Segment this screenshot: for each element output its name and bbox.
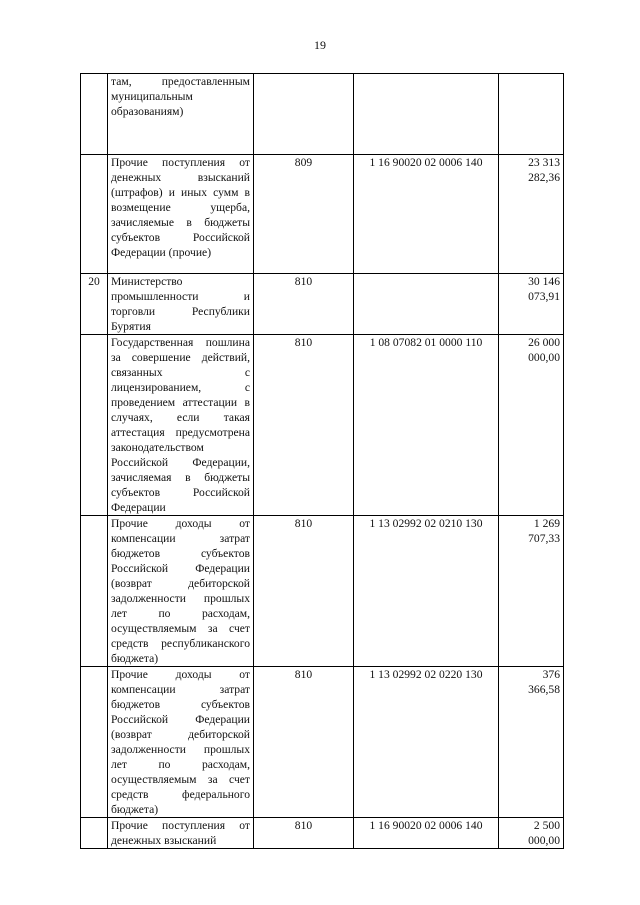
row-number [81,74,108,155]
table-row [81,74,564,155]
table-row [81,667,564,818]
row-number [81,818,108,849]
amount: 2 500 000,00 [499,818,564,849]
budget-classification-code: 1 13 02992 02 0220 130 [354,667,499,818]
row-number [81,335,108,516]
budget-classification-code [354,74,499,155]
page-number: 19 [314,38,326,52]
table-row [81,516,564,667]
revenue-name: Прочие поступления от денежных взысканий (штрафов) и иных сумм в возмещение ущерба, зачисляемые в бюджеты субъектов Российской Федерации (прочие) [108,155,254,274]
admin-code: 810 [254,335,354,516]
revenue-name: Государственная пошлина за совершение действий, связанных с лицензированием, с проведением аттестации в случаях, если такая аттестация предусмотрена законодательством Российской Федерации, зачисляемая в бюджеты субъектов Российской Федерации [108,335,254,516]
revenue-name: Прочие поступления от денежных взысканий [108,818,254,849]
table-row [81,335,564,516]
admin-code: 810 [254,274,354,335]
budget-classification-code: 1 08 07082 01 0000 110 [354,335,499,516]
admin-code [254,74,354,155]
budget-classification-code [354,274,499,335]
row-number [81,667,108,818]
amount: 23 313 282,36 [499,155,564,274]
table-row [81,818,564,849]
amount: 30 146 073,91 [499,274,564,335]
budget-classification-code: 1 13 02992 02 0210 130 [354,516,499,667]
amount: 376 366,58 [499,667,564,818]
amount: 1 269 707,33 [499,516,564,667]
row-number [81,155,108,274]
revenue-name: Министерство промышленности и торговли Республики Бурятия [108,274,254,335]
row-number [81,516,108,667]
admin-code: 810 [254,667,354,818]
row-number: 20 [81,274,108,335]
amount [499,74,564,155]
amount: 26 000 000,00 [499,335,564,516]
revenue-name: Прочие доходы от компенсации затрат бюджетов субъектов Российской Федерации (возврат дебиторской задолженности прошлых лет по расходам, осуществляемым за счет средств федерального бюджета) [108,667,254,818]
admin-code: 809 [254,155,354,274]
admin-code: 810 [254,818,354,849]
admin-code: 810 [254,516,354,667]
budget-classification-code: 1 16 90020 02 0006 140 [354,818,499,849]
revenue-name: там, предоставленным муниципальным образованиям) [108,74,254,155]
budget-classification-code: 1 16 90020 02 0006 140 [354,155,499,274]
table-row [81,274,564,335]
table-row [81,155,564,274]
revenue-name: Прочие доходы от компенсации затрат бюджетов субъектов Российской Федерации (возврат дебиторской задолженности прошлых лет по расходам, осуществляемым за счет средств республиканского бюджета) [108,516,254,667]
revenue-table [80,73,564,849]
